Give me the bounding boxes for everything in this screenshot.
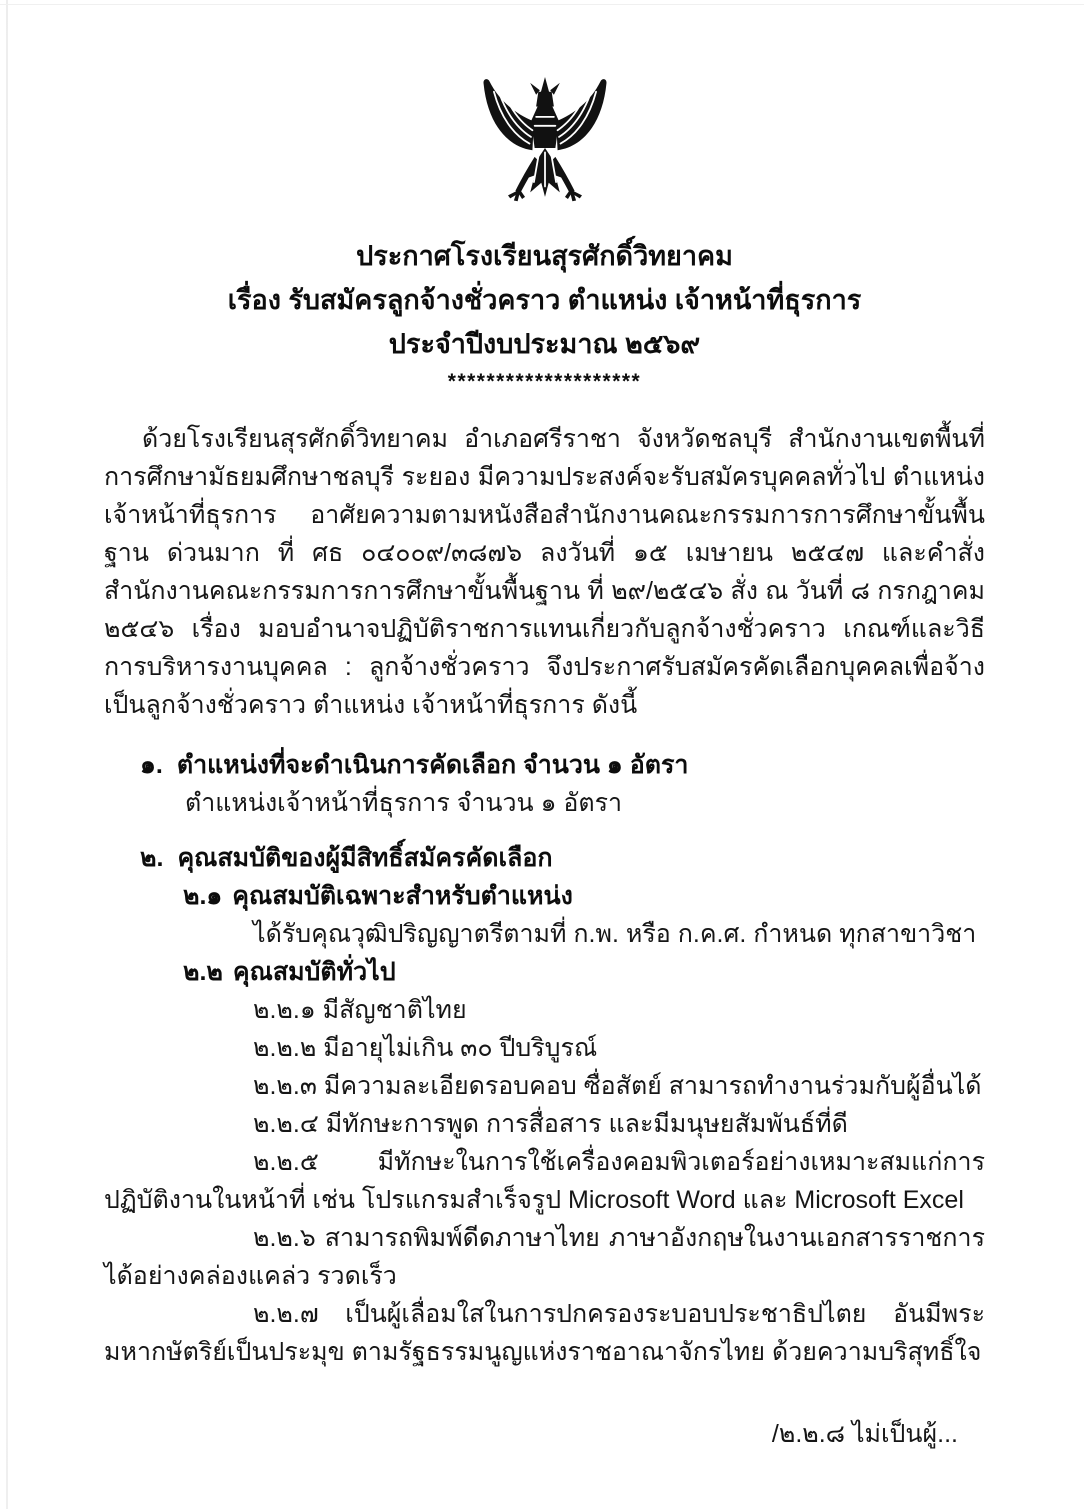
section-2 bbox=[104, 839, 985, 1371]
qualification-item-2-2-7: ๒.๒.๗ เป็นผู้เลื่อมใสในการปกครองระบอบประชาธิปไตย อันมีพระมหากษัตริย์เป็นประมุข ตามรัฐธรรมนูญแห่งราชอาณาจักรไทย ด้วยความบริสุทธิ์ใจ bbox=[104, 1300, 985, 1366]
section-1-number: ๑. bbox=[140, 751, 163, 779]
subsection-2-1-heading bbox=[104, 877, 985, 915]
intro-paragraph: ด้วยโรงเรียนสุรศักดิ์วิทยาคม อำเภอศรีราชา จังหวัดชลบุรี สำนักงานเขตพื้นที่การศึกษามัธยมศึกษาชลบุรี ระยอง มีความประสงค์จะรับสมัครบุคคลทั่วไป ตำแหน่ง เจ้าหน้าที่ธุรการ อาศัยความตามหนังสือสำนักงานคณะกรรมการการศึกษาขั้นพื้นฐาน ด่วนมาก ที่ ศธ ๐๔๐๐๙/๓๘๗๖ ลงวันที่ ๑๕ เมษายน ๒๕๔๗ และคำสั่งสำนักงานคณะกรรมการการศึกษาขั้นพื้นฐาน ที่ ๒๙/๒๕๔๖ สั่ง ณ วันที่ ๘ กรกฎาคม ๒๕๔๖ เรื่อง มอบอำนาจปฏิบัติราชการแทนเกี่ยวกับลูกจ้างชั่วคราว เกณฑ์และวิธีการบริหารงานบุคคล : ลูกจ้างชั่วคราว จึงประกาศรับสมัครคัดเลือกบุคคลเพื่อจ้างเป็นลูกจ้างชั่วคราว ตำแหน่ง เจ้าหน้าที่ธุรการ ดังนี้ bbox=[104, 425, 985, 719]
garuda-emblem-icon bbox=[471, 72, 619, 224]
subsection-2-1-heading-text: คุณสมบัติเฉพาะสำหรับตำแหน่ง bbox=[232, 882, 573, 910]
section-2-heading-text: คุณสมบัติของผู้มีสิทธิ์สมัครคัดเลือก bbox=[177, 844, 553, 872]
page-continuation-note: /๒.๒.๘ ไม่เป็นผู้... bbox=[771, 1420, 958, 1448]
section-1-detail: ตำแหน่งเจ้าหน้าที่ธุรการ จำนวน ๑ อัตรา bbox=[185, 789, 623, 817]
title-subject-line: เรื่อง รับสมัครลูกจ้างชั่วคราว ตำแหน่ง เจ้าหน้าที่ธุรการ bbox=[227, 285, 862, 315]
emblem-container bbox=[104, 0, 985, 224]
subsection-2-2-number: ๒.๒ bbox=[183, 958, 223, 986]
qualification-item-2-2-1: ๒.๒.๑ มีสัญชาติไทย bbox=[253, 996, 467, 1024]
title-fiscal-year-line: ประจำปีงบประมาณ ๒๕๖๙ bbox=[388, 329, 701, 359]
qualification-item-2-2-6: ๒.๒.๖ สามารถพิมพ์ดีดภาษาไทย ภาษาอังกฤษในงานเอกสารราชการได้อย่างคล่องแคล่ว รวดเร็ว bbox=[104, 1224, 985, 1290]
section-2-heading bbox=[104, 839, 985, 877]
qualification-item-2-2-4: ๒.๒.๔ มีทักษะการพูด การสื่อสาร และมีมนุษยสัมพันธ์ที่ดี bbox=[253, 1110, 848, 1138]
subsection-2-1-number: ๒.๑ bbox=[183, 882, 223, 910]
subsection-2-2-heading-text: คุณสมบัติทั่วไป bbox=[232, 958, 396, 986]
scan-paper-edge-top bbox=[0, 4, 1084, 5]
section-1 bbox=[104, 746, 985, 822]
section-2-number: ๒. bbox=[140, 844, 164, 872]
section-1-heading-text: ตำแหน่งที่จะดำเนินการคัดเลือก จำนวน ๑ อัตรา bbox=[176, 751, 689, 779]
qualification-item-2-2-3: ๒.๒.๓ มีความละเอียดรอบคอบ ซื่อสัตย์ สามารถทำงานร่วมกับผู้อื่นได้ bbox=[253, 1072, 982, 1100]
announcement-title bbox=[104, 234, 985, 366]
subsection-2-1-item: ได้รับคุณวุฒิปริญญาตรีตามที่ ก.พ. หรือ ก.ค.ศ. กำหนด ทุกสาขาวิชา bbox=[253, 920, 977, 948]
qualification-item-2-2-5: ๒.๒.๕ มีทักษะในการใช้เครื่องคอมพิวเตอร์อย่างเหมาะสมแก่การปฏิบัติงานในหน้าที่ เช่น โปรแกรมสำเร็จรูป Microsoft Word และ Microsoft Excel bbox=[104, 1148, 985, 1214]
qualification-item-2-2-2: ๒.๒.๒ มีอายุไม่เกิน ๓๐ ปีบริบูรณ์ bbox=[253, 1034, 598, 1062]
subsection-2-2-heading bbox=[104, 953, 985, 991]
title-school-line: ประกาศโรงเรียนสุรศักดิ์วิทยาคม bbox=[356, 241, 733, 271]
section-1-heading bbox=[104, 746, 985, 784]
asterisk-divider: ******************** bbox=[447, 370, 642, 393]
scan-paper-edge bbox=[6, 0, 8, 1509]
